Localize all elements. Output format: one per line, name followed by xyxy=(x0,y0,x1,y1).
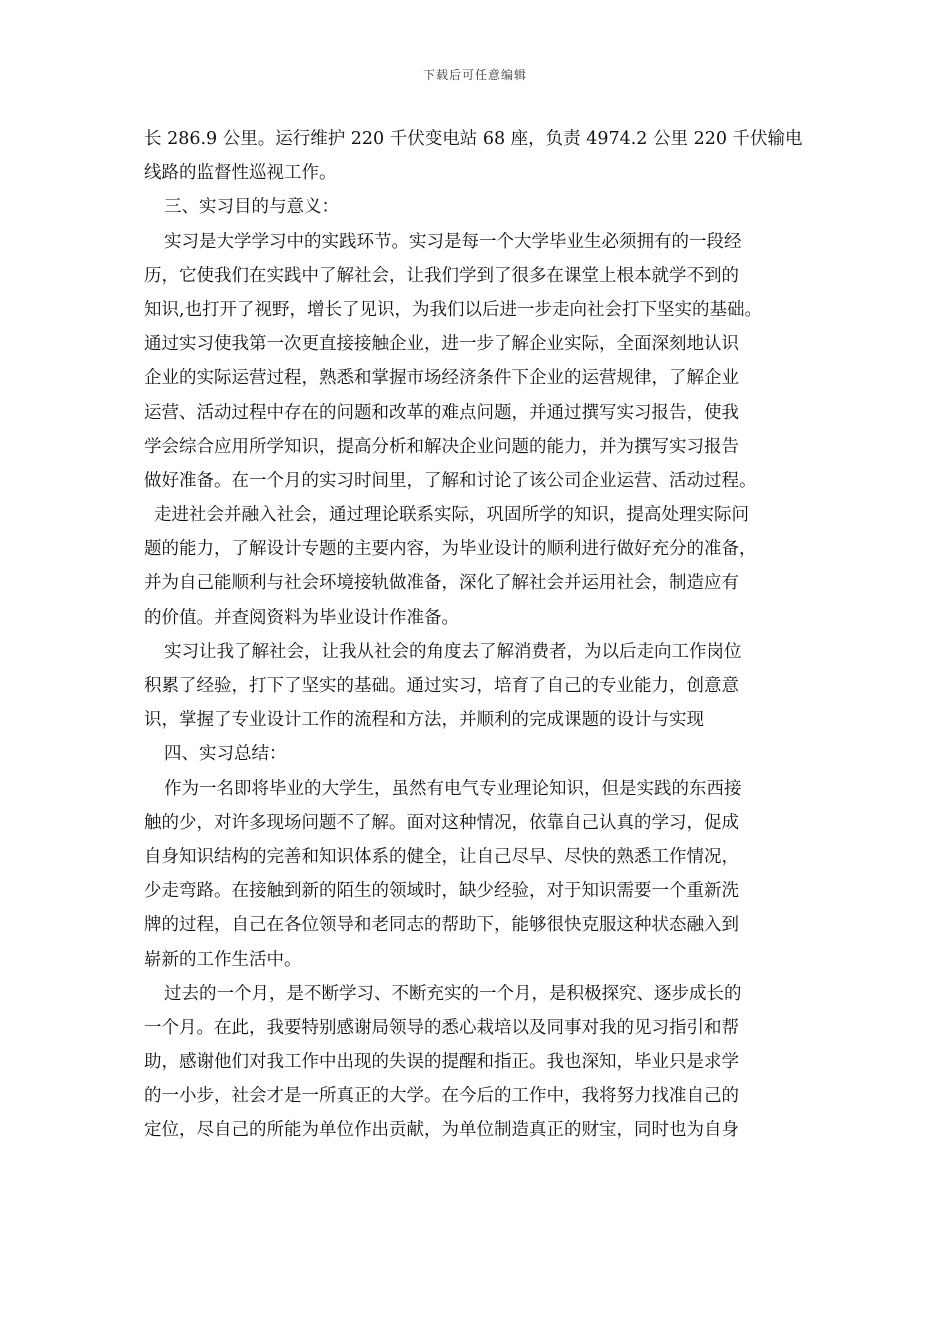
text-line: 线路的监督性巡视工作。 xyxy=(144,163,337,184)
text-line: 实习让我了解社会，让我从社会的角度去了解消费者，为以后走向工作岗位 xyxy=(164,641,742,662)
text-line: 识，掌握了专业设计工作的流程和方法，并顺利的完成课题的设计与实现 xyxy=(144,710,704,731)
text-line: 自身知识结构的完善和知识体系的健全，让自己尽早、尽快的熟悉工作情况， xyxy=(144,846,739,867)
text-line: 企业的实际运营过程，熟悉和掌握市场经济条件下企业的运营规律，了解企业 xyxy=(144,368,739,389)
text-line: 崭新的工作生活中。 xyxy=(144,949,302,970)
text-line: 一个月。在此，我要特别感谢局领导的悉心栽培以及同事对我的见习指引和帮 xyxy=(144,1017,739,1038)
page-header: 下载后可任意编辑 xyxy=(422,68,527,82)
text-line: 的一小步，社会才是一所真正的大学。在今后的工作中，我将努力找准自己的 xyxy=(144,1086,739,1107)
text-line: 实习是大学学习中的实践环节。实习是每一个大学毕业生必须拥有的一段经 xyxy=(164,231,742,252)
text-line: 的价值。并查阅资料为毕业设计作准备。 xyxy=(144,607,459,628)
text-line: 触的少，对许多现场问题不了解。面对这种情况，依靠自己认真的学习，促成 xyxy=(144,812,739,833)
text-line: 牌的过程，自己在各位领导和老同志的帮助下，能够很快克服这种状态融入到 xyxy=(144,915,739,936)
text-line: 长 286.9 公里。运行维护 220 千伏变电站 68 座，负责 4974.2 公里 220 千伏输电 xyxy=(144,129,803,149)
text-line: 走进社会并融入社会，通过理论联系实际，巩固所学的知识，提高处理实际问 xyxy=(154,505,749,526)
text-line: 定位，尽自己的所能为单位作出贡献，为单位制造真正的财宝，同时也为自身 xyxy=(144,1120,739,1141)
text-line: 少走弯路。在接触到新的陌生的领域时，缺少经验，对于知识需要一个重新洗 xyxy=(144,881,739,902)
text-line: 积累了经验，打下了坚实的基础。通过实习，培育了自己的专业能力，创意意 xyxy=(144,676,739,696)
text-line: 助，感谢他们对我工作中出现的失误的提醒和指正。我也深知，毕业只是求学 xyxy=(144,1052,739,1073)
text-line: 题的能力，了解设计专题的主要内容，为毕业设计的顺利进行做好充分的准备， xyxy=(144,539,757,560)
text-line: 四、实习总结： xyxy=(164,744,287,765)
text-line: 过去的一个月，是不断学习、不断充实的一个月，是积极探究、逐步成长的 xyxy=(164,983,742,1004)
text-line: 并为自己能顺利与社会环境接轨做准备，深化了解社会并运用社会，制造应有 xyxy=(144,573,739,594)
text-line: 知识,也打开了视野，增长了见识，为我们以后进一步走向社会打下坚实的基础。 xyxy=(144,299,763,320)
text-line: 作为一名即将毕业的大学生，虽然有电气专业理论知识，但是实践的东西接 xyxy=(164,778,742,799)
document-body xyxy=(144,122,816,1148)
text-line: 做好准备。在一个月的实习时间里，了解和讨论了该公司企业运营、活动过程。 xyxy=(144,470,757,491)
text-line: 运营、活动过程中存在的问题和改革的难点问题，并通过撰写实习报告，使我 xyxy=(144,402,739,423)
text-line: 通过实习使我第一次更直接接触企业，进一步了解企业实际，全面深刻地认识 xyxy=(144,334,739,355)
text-line: 历，它使我们在实践中了解社会，让我们学到了很多在课堂上根本就学不到的 xyxy=(144,265,739,286)
text-line: 学会综合应用所学知识，提高分析和解决企业问题的能力，并为撰写实习报告 xyxy=(144,436,739,457)
text-line: 三、实习目的与意义： xyxy=(164,197,339,218)
